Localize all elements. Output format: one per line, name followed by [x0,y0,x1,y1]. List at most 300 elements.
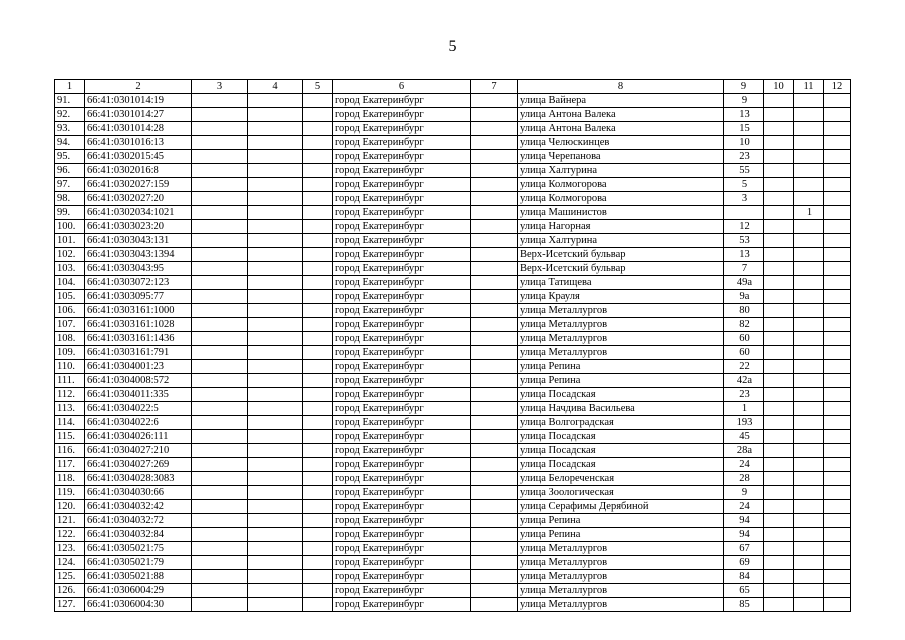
cell-col-3 [192,556,248,570]
cell-col-7 [471,276,518,290]
cell-col-10 [764,248,794,262]
cell-col-5 [303,276,333,290]
cell-col-5 [303,360,333,374]
cell-col-4 [248,234,303,248]
table-row [55,332,851,346]
cell-col-11 [794,570,824,584]
cell-city: город Екатеринбург [333,234,471,248]
cell-row-number: 120. [55,500,85,514]
cell-col-4 [248,192,303,206]
cell-col-10 [764,472,794,486]
cell-col-5 [303,500,333,514]
cell-col-10 [764,360,794,374]
cell-col-4 [248,262,303,276]
table-row [55,262,851,276]
cell-row-number: 124. [55,556,85,570]
cell-col-10 [764,388,794,402]
cell-col-12 [824,94,851,108]
cell-street: улица Репина [518,374,724,388]
cell-house-number: 85 [724,598,764,612]
cell-col-3 [192,318,248,332]
cell-house-number: 193 [724,416,764,430]
cell-col-3 [192,178,248,192]
cell-street: Верх-Исетский бульвар [518,262,724,276]
cell-cadastral-number: 66:41:0304011:335 [85,388,192,402]
cell-row-number: 125. [55,570,85,584]
cell-col-5 [303,136,333,150]
cell-street: улица Начдива Васильева [518,402,724,416]
cell-col-4 [248,94,303,108]
cell-col-5 [303,598,333,612]
cell-col-10 [764,192,794,206]
cell-row-number: 110. [55,360,85,374]
cell-cadastral-number: 66:41:0304008:572 [85,374,192,388]
cell-col-3 [192,402,248,416]
cell-city: город Екатеринбург [333,360,471,374]
cell-street: улица Машинистов [518,206,724,220]
cell-street: улица Металлургов [518,304,724,318]
table-row [55,486,851,500]
cell-city: город Екатеринбург [333,388,471,402]
cell-col-11 [794,122,824,136]
cell-house-number: 80 [724,304,764,318]
cell-col-7 [471,444,518,458]
cell-col-5 [303,318,333,332]
cell-col-4 [248,304,303,318]
table-row [55,276,851,290]
cell-col-11 [794,248,824,262]
cell-col-3 [192,136,248,150]
cell-street: улица Репина [518,360,724,374]
cell-street: улица Колмогорова [518,178,724,192]
cell-col-11 [794,542,824,556]
cell-col-12 [824,458,851,472]
cell-col-11 [794,514,824,528]
table-row [55,136,851,150]
cell-col-7 [471,150,518,164]
cell-col-3 [192,304,248,318]
cell-col-12 [824,388,851,402]
table-body [55,94,851,612]
cell-street: улица Антона Валека [518,122,724,136]
cell-row-number: 118. [55,472,85,486]
cell-row-number: 97. [55,178,85,192]
cell-cadastral-number: 66:41:0302034:1021 [85,206,192,220]
cell-street: улица Посадская [518,444,724,458]
cell-row-number: 122. [55,528,85,542]
cell-house-number: 7 [724,262,764,276]
table-row [55,388,851,402]
cell-col-11 [794,136,824,150]
cell-row-number: 108. [55,332,85,346]
cell-cadastral-number: 66:41:0303161:1028 [85,318,192,332]
cell-cadastral-number: 66:41:0303043:1394 [85,248,192,262]
cell-col-10 [764,458,794,472]
cell-col-11 [794,346,824,360]
cell-col-7 [471,206,518,220]
cell-col-3 [192,374,248,388]
cell-col-3 [192,360,248,374]
cell-col-10 [764,164,794,178]
header-col-11: 11 [794,80,824,94]
cell-col-10 [764,136,794,150]
cell-col-12 [824,430,851,444]
cell-col-11 [794,528,824,542]
cell-col-12 [824,402,851,416]
cell-col-11 [794,332,824,346]
table-row [55,220,851,234]
cell-house-number: 82 [724,318,764,332]
table-row [55,598,851,612]
cell-street: улица Белореченская [518,472,724,486]
cell-city: город Екатеринбург [333,374,471,388]
cell-house-number: 13 [724,108,764,122]
cell-col-3 [192,346,248,360]
cell-col-7 [471,94,518,108]
cell-col-4 [248,598,303,612]
cell-col-4 [248,290,303,304]
table-row [55,570,851,584]
cell-col-12 [824,374,851,388]
cell-row-number: 106. [55,304,85,318]
cell-col-11 [794,416,824,430]
cell-col-11 [794,276,824,290]
cell-col-3 [192,598,248,612]
cell-col-3 [192,388,248,402]
cell-city: город Екатеринбург [333,304,471,318]
cell-col-5 [303,430,333,444]
cell-house-number: 15 [724,122,764,136]
cell-row-number: 95. [55,150,85,164]
table-row [55,402,851,416]
cell-col-11 [794,388,824,402]
cell-col-5 [303,248,333,262]
cell-col-4 [248,458,303,472]
cell-city: город Екатеринбург [333,122,471,136]
cell-city: город Екатеринбург [333,290,471,304]
table-row [55,472,851,486]
cell-city: город Екатеринбург [333,346,471,360]
cell-col-11 [794,472,824,486]
cell-col-3 [192,430,248,444]
cell-col-10 [764,150,794,164]
cell-col-3 [192,500,248,514]
cell-col-11 [794,458,824,472]
cell-col-10 [764,346,794,360]
cell-col-5 [303,570,333,584]
cell-col-12 [824,500,851,514]
cell-col-3 [192,290,248,304]
table-row [55,94,851,108]
cell-col-11 [794,192,824,206]
cell-col-12 [824,360,851,374]
cell-cadastral-number: 66:41:0305021:88 [85,570,192,584]
cell-col-10 [764,318,794,332]
cell-col-7 [471,192,518,206]
cell-col-5 [303,556,333,570]
cell-city: город Екатеринбург [333,514,471,528]
cell-col-7 [471,318,518,332]
cell-col-5 [303,108,333,122]
cell-house-number: 53 [724,234,764,248]
cell-col-10 [764,304,794,318]
cell-col-4 [248,318,303,332]
cell-col-4 [248,584,303,598]
cell-house-number: 23 [724,150,764,164]
cell-col-4 [248,136,303,150]
cell-col-12 [824,570,851,584]
table-row [55,542,851,556]
cell-col-7 [471,374,518,388]
cell-col-7 [471,542,518,556]
cell-col-12 [824,598,851,612]
cell-house-number: 3 [724,192,764,206]
table-row [55,150,851,164]
cell-house-number: 94 [724,528,764,542]
cell-col-7 [471,402,518,416]
cell-col-10 [764,584,794,598]
cell-col-5 [303,332,333,346]
cell-house-number: 60 [724,346,764,360]
cell-row-number: 127. [55,598,85,612]
table-row [55,192,851,206]
cell-col-11 [794,430,824,444]
cell-cadastral-number: 66:41:0304022:6 [85,416,192,430]
cell-col-12 [824,122,851,136]
cell-house-number: 69 [724,556,764,570]
cell-col-5 [303,458,333,472]
cell-col-3 [192,472,248,486]
cell-col-3 [192,94,248,108]
cell-city: город Екатеринбург [333,402,471,416]
cell-row-number: 116. [55,444,85,458]
cell-house-number: 1 [724,402,764,416]
cell-street: улица Нагорная [518,220,724,234]
cell-cadastral-number: 66:41:0304032:72 [85,514,192,528]
table-row [55,122,851,136]
cell-col-12 [824,542,851,556]
cell-col-7 [471,472,518,486]
cell-house-number: 65 [724,584,764,598]
header-col-10: 10 [764,80,794,94]
table-row [55,528,851,542]
cell-col-7 [471,108,518,122]
cell-col-11 [794,598,824,612]
cell-col-4 [248,388,303,402]
header-col-2: 2 [85,80,192,94]
cell-col-10 [764,122,794,136]
cell-house-number: 9 [724,486,764,500]
cell-city: город Екатеринбург [333,150,471,164]
cell-city: город Екатеринбург [333,542,471,556]
cell-cadastral-number: 66:41:0304032:84 [85,528,192,542]
cell-city: город Екатеринбург [333,164,471,178]
cell-col-4 [248,108,303,122]
cell-col-10 [764,290,794,304]
cell-col-7 [471,122,518,136]
cell-house-number: 94 [724,514,764,528]
cell-street: улица Вайнера [518,94,724,108]
cell-cadastral-number: 66:41:0303161:1000 [85,304,192,318]
cell-col-10 [764,402,794,416]
cell-row-number: 109. [55,346,85,360]
cell-col-7 [471,514,518,528]
cell-col-11 [794,402,824,416]
table-row [55,374,851,388]
cell-col-3 [192,248,248,262]
page-number: 5 [448,38,457,55]
cell-col-7 [471,178,518,192]
cell-row-number: 93. [55,122,85,136]
cell-cadastral-number: 66:41:0304030:66 [85,486,192,500]
cell-col-5 [303,416,333,430]
table-row [55,206,851,220]
table-row [55,248,851,262]
cell-col-4 [248,444,303,458]
cell-street: улица Колмогорова [518,192,724,206]
cell-col-11 [794,444,824,458]
cell-row-number: 94. [55,136,85,150]
table-row [55,108,851,122]
cell-col-11 [794,178,824,192]
cell-col-10 [764,178,794,192]
cell-col-12 [824,220,851,234]
cell-col-5 [303,206,333,220]
cell-col-3 [192,206,248,220]
cell-col-12 [824,262,851,276]
cell-house-number: 22 [724,360,764,374]
cell-row-number: 104. [55,276,85,290]
cell-col-7 [471,388,518,402]
cell-row-number: 113. [55,402,85,416]
cell-col-7 [471,290,518,304]
table-row [55,290,851,304]
cell-city: город Екатеринбург [333,262,471,276]
cell-col-5 [303,514,333,528]
cell-cadastral-number: 66:41:0304026:111 [85,430,192,444]
cell-city: город Екатеринбург [333,416,471,430]
cell-col-12 [824,444,851,458]
cell-col-3 [192,220,248,234]
cell-street: улица Татищева [518,276,724,290]
cell-street: улица Крауля [518,290,724,304]
cell-col-12 [824,556,851,570]
cell-col-3 [192,486,248,500]
cell-city: город Екатеринбург [333,94,471,108]
cell-col-3 [192,262,248,276]
cell-city: город Екатеринбург [333,430,471,444]
table-row [55,346,851,360]
cell-col-4 [248,514,303,528]
cell-col-10 [764,430,794,444]
table-row [55,360,851,374]
cell-cadastral-number: 66:41:0301016:13 [85,136,192,150]
cell-col-5 [303,122,333,136]
cell-col-12 [824,248,851,262]
header-col-6: 6 [333,80,471,94]
cell-street: улица Металлургов [518,318,724,332]
cell-house-number: 55 [724,164,764,178]
cell-city: город Екатеринбург [333,136,471,150]
cell-col-5 [303,472,333,486]
cell-street: улица Серафимы Дерябиной [518,500,724,514]
cell-col-7 [471,234,518,248]
cell-col-12 [824,206,851,220]
cell-cadastral-number: 66:41:0302016:8 [85,164,192,178]
cell-col-10 [764,262,794,276]
cell-col-7 [471,486,518,500]
cell-row-number: 96. [55,164,85,178]
cell-col-3 [192,150,248,164]
cell-city: город Екатеринбург [333,598,471,612]
cell-street: улица Посадская [518,430,724,444]
cell-cadastral-number: 66:41:0301014:19 [85,94,192,108]
cell-col-4 [248,276,303,290]
cell-col-3 [192,444,248,458]
cell-house-number: 24 [724,500,764,514]
cell-col-12 [824,192,851,206]
cell-col-11 [794,94,824,108]
cell-col-4 [248,402,303,416]
cell-col-11 [794,556,824,570]
table-row [55,500,851,514]
cell-col-5 [303,290,333,304]
cell-row-number: 98. [55,192,85,206]
cell-col-4 [248,416,303,430]
cell-col-5 [303,374,333,388]
cell-col-4 [248,164,303,178]
cell-house-number: 49а [724,276,764,290]
cell-col-3 [192,584,248,598]
cell-col-7 [471,458,518,472]
cell-col-12 [824,234,851,248]
cell-house-number: 24 [724,458,764,472]
cell-cadastral-number: 66:41:0304028:3083 [85,472,192,486]
cell-street: улица Халтурина [518,164,724,178]
cell-col-11 [794,262,824,276]
cell-cadastral-number: 66:41:0303043:131 [85,234,192,248]
cell-cadastral-number: 66:41:0303072:123 [85,276,192,290]
cell-city: город Екатеринбург [333,486,471,500]
cell-house-number: 9 [724,94,764,108]
cell-col-7 [471,220,518,234]
cell-col-4 [248,500,303,514]
cell-col-3 [192,108,248,122]
cell-street: Верх-Исетский бульвар [518,248,724,262]
cell-col-12 [824,528,851,542]
cell-city: город Екатеринбург [333,192,471,206]
cell-col-10 [764,374,794,388]
cell-house-number [724,206,764,220]
cell-row-number: 91. [55,94,85,108]
cell-col-5 [303,346,333,360]
cell-city: город Екатеринбург [333,458,471,472]
cell-col-11 [794,234,824,248]
cell-street: улица Металлургов [518,556,724,570]
cell-city: город Екатеринбург [333,472,471,486]
cell-col-7 [471,528,518,542]
cell-street: улица Металлургов [518,542,724,556]
cell-col-11 [794,150,824,164]
cell-col-12 [824,164,851,178]
cell-house-number: 60 [724,332,764,346]
table-row [55,304,851,318]
table-row [55,178,851,192]
cell-street: улица Челюскинцев [518,136,724,150]
cell-col-7 [471,598,518,612]
cell-city: город Екатеринбург [333,500,471,514]
cell-col-12 [824,584,851,598]
